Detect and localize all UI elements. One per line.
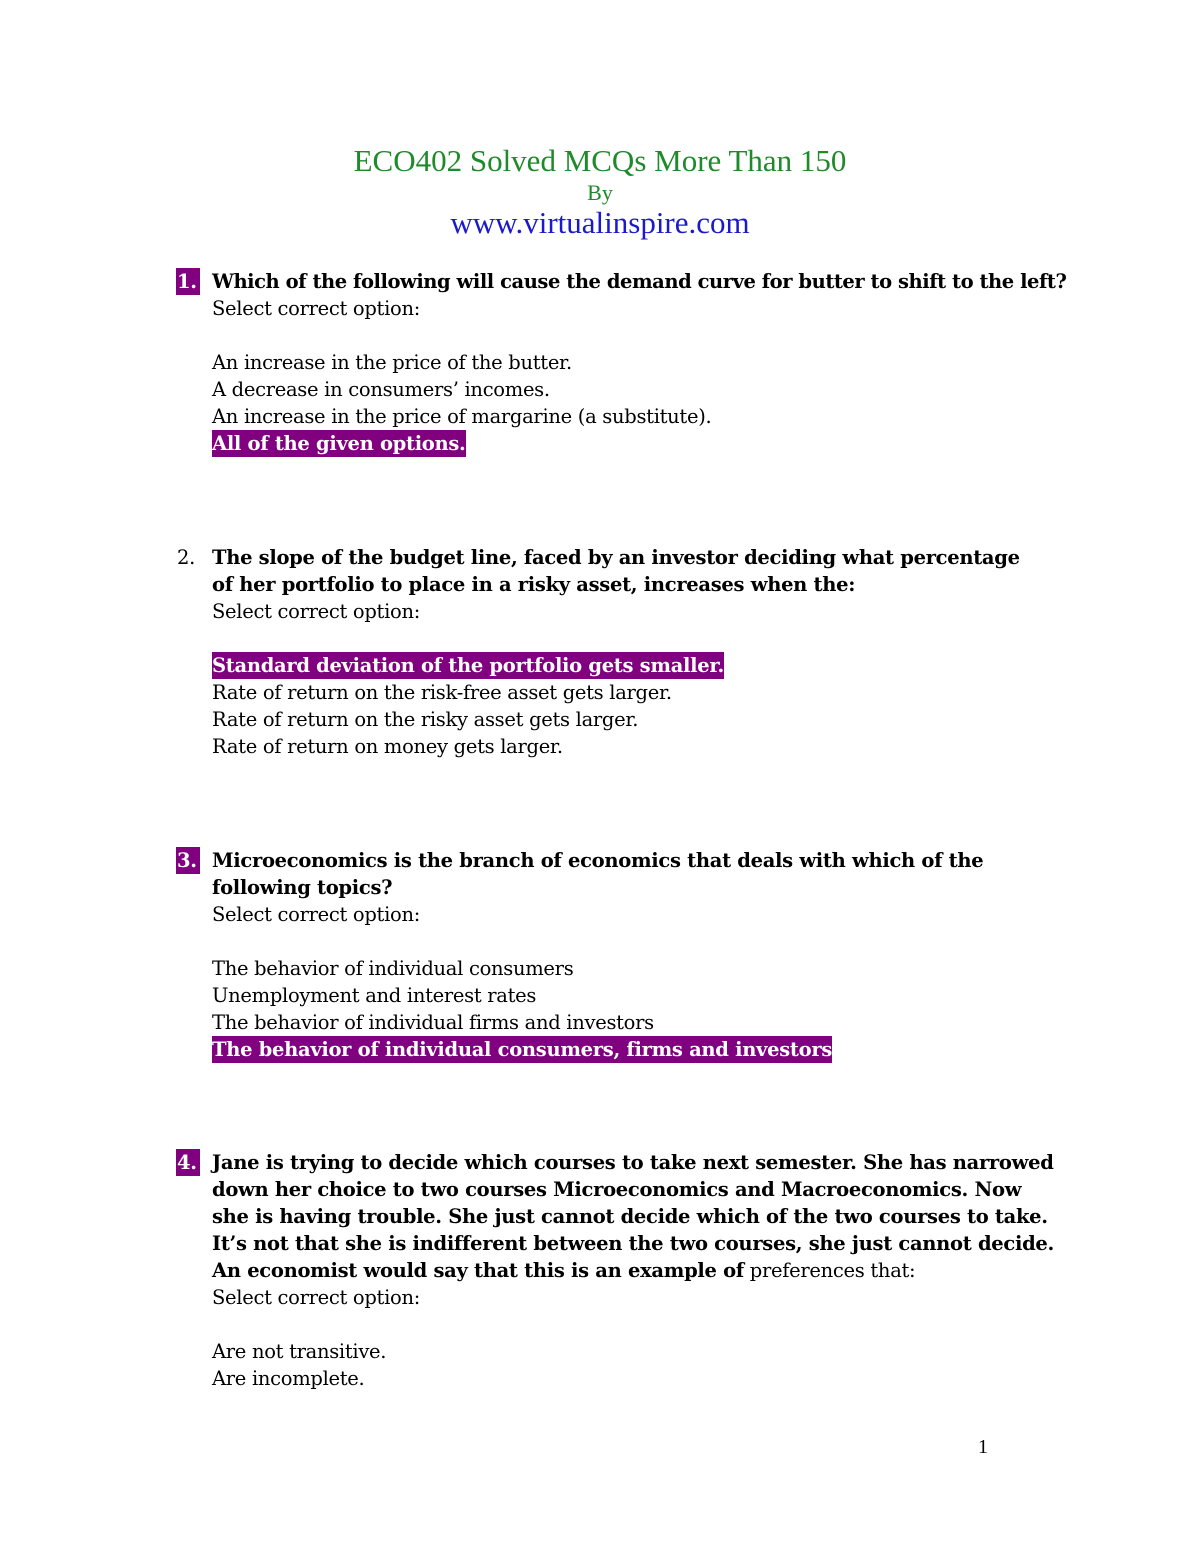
page-number: 1 <box>978 1436 988 1458</box>
question-number: 3. <box>176 847 200 874</box>
option-a[interactable]: The behavior of individual consumers <box>212 957 574 980</box>
question-text: Jane is trying to decide which courses to take next semester. She has narrowed down her choice to two courses Microeconomics and Macroeconomics. Now she is having trouble. She just cannot decide which of the two courses to take. It’s not that she is indifferent between the two courses, she just cannot decide. An economist would say that this is an example of preferences that: <box>212 1151 1055 1282</box>
option-c[interactable]: An increase in the price of margarine (a substitute). <box>212 405 712 428</box>
option-a-correct[interactable]: Standard deviation of the portfolio gets smaller. <box>212 654 725 677</box>
option-d[interactable]: Rate of return on money gets larger. <box>212 735 563 758</box>
option-b[interactable]: Are incomplete. <box>212 1367 365 1390</box>
question-text: Microeconomics is the branch of economics that deals with which of the following topics? <box>212 849 984 899</box>
question-number: 1. <box>176 268 200 295</box>
question-text: The slope of the budget line, faced by an investor deciding what percentage of her portfolio to place in a risky asset, increases when the: <box>212 546 1020 596</box>
question-4 <box>176 1149 1076 1392</box>
option-d-correct[interactable]: The behavior of individual consumers, firms and investors <box>212 1038 832 1061</box>
question-3 <box>176 847 1076 1063</box>
question-number: 2. <box>177 546 196 569</box>
question-text: Which of the following will cause the demand curve for butter to shift to the left? <box>212 270 1067 293</box>
option-a[interactable]: An increase in the price of the butter. <box>212 351 572 374</box>
select-prompt: Select correct option: <box>212 903 420 926</box>
question-1 <box>176 268 1076 457</box>
option-c[interactable]: The behavior of individual firms and investors <box>212 1011 654 1034</box>
document-title: ECO402 Solved MCQs More Than 150 <box>353 143 847 178</box>
document-byline: By <box>587 180 613 205</box>
option-c[interactable]: Rate of return on the risky asset gets larger. <box>212 708 639 731</box>
question-number: 4. <box>176 1149 200 1176</box>
option-b[interactable]: Unemployment and interest rates <box>212 984 537 1007</box>
website-link[interactable]: www.virtualinspire.com <box>450 205 750 240</box>
select-prompt: Select correct option: <box>212 297 420 320</box>
select-prompt: Select correct option: <box>212 600 420 623</box>
question-2 <box>176 544 1076 760</box>
option-d-correct[interactable]: All of the given options. <box>212 432 466 455</box>
option-b[interactable]: Rate of return on the risk-free asset gets larger. <box>212 681 672 704</box>
select-prompt: Select correct option: <box>212 1286 420 1309</box>
option-a[interactable]: Are not transitive. <box>212 1340 387 1363</box>
option-b[interactable]: A decrease in consumers’ incomes. <box>212 378 550 401</box>
